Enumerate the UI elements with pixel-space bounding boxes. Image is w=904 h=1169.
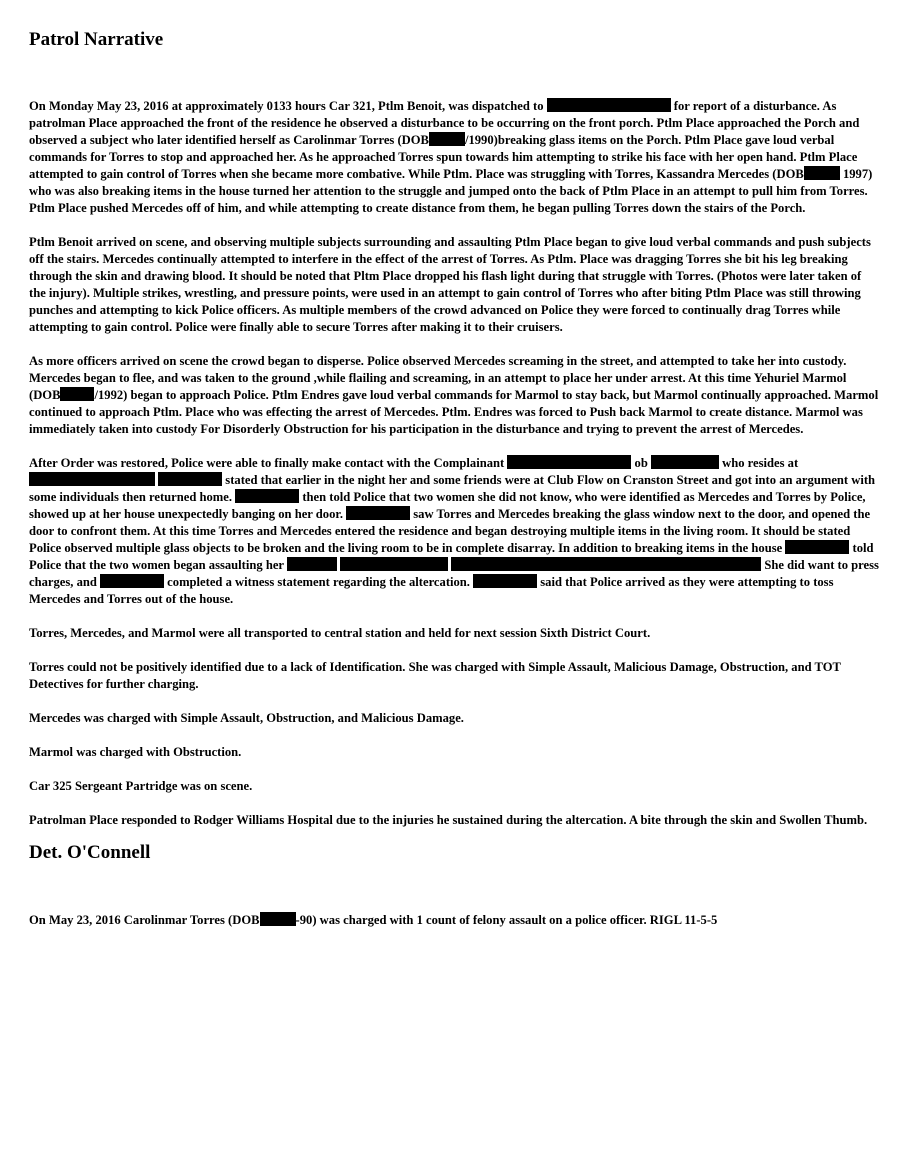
narrative-paragraph-8: Marmol was charged with Obstruction. <box>29 745 242 759</box>
redaction-bar <box>287 557 337 571</box>
section-title-patrol-narrative: Patrol Narrative <box>29 29 164 50</box>
redaction-bar <box>100 574 164 588</box>
section-title-det-oconnell: Det. O'Connell <box>29 842 151 863</box>
redaction-bar <box>158 472 222 486</box>
document-page <box>29 28 879 946</box>
redaction-bar <box>507 455 631 469</box>
redaction-bar <box>804 166 840 180</box>
redaction-bar <box>651 455 719 469</box>
redaction-bar <box>340 557 448 571</box>
redaction-bar <box>547 98 671 112</box>
narrative-paragraph-4: After Order was restored, Police were able to finally make contact with the Complainant ob who resides at stated that earlier in the night her and some friends were at Club Flow on Cranston Street and got into an argument with some individuals then returned home. then told Police that two women she did not know, who were identified as Mercedes and Torres by Police, showed up at her house unexpectedly banging on her door. saw Torres and Mercedes breaking the glass window next to the door, and opened the door to confront them. At this time Torres and Mercedes entered the residence and began destroying multiple items in the living room. It should be stated Police observed multiple glass objects to be broken and the living room to be in complete disarray. In addition to breaking items in the house told Police that the two women began assaulting her She did want to press charges, and completed a witness statement regarding the altercation. said that Police arrived as they were attempting to toss Mercedes and Torres out of the house. <box>29 456 879 606</box>
redaction-bar <box>29 472 155 486</box>
narrative-paragraph-9: Car 325 Sergeant Partridge was on scene. <box>29 779 253 793</box>
narrative-paragraph-10: Patrolman Place responded to Rodger Williams Hospital due to the injuries he sustained during the altercation. A bite through the skin and Swollen Thumb. <box>29 813 868 827</box>
narrative-paragraph-2: Ptlm Benoit arrived on scene, and observing multiple subjects surrounding and assaulting Ptlm Place began to give loud verbal commands and push subjects off the stairs. Mercedes continually attempted to interfere in the effect of the arrest of Torres. As Ptlm. Place was dragging Torres she bit his leg breaking through the skin and drawing blood. It should be noted that Pltm Place dropped his flash light during that struggle with Torres. (Photos were later taken of the injury). Multiple strikes, wrestling, and pressure points, were used in an attempt to gain control of Torres who after biting Ptlm Place was still throwing punches and attempting to kick Police officers. As multiple members of the crowd advanced on Police they were forced to continually drag Torres while attempting to gain control. Police were finally able to secure Torres after making it to their cruisers. <box>29 235 871 334</box>
redaction-bar <box>429 132 465 146</box>
redaction-bar <box>346 506 410 520</box>
redaction-bar <box>451 557 761 571</box>
detective-paragraph-1: On May 23, 2016 Carolinmar Torres (DOB -90) was charged with 1 count of felony assault on a police officer. RIGL 11-5-5 <box>29 913 718 927</box>
narrative-paragraph-5: Torres, Mercedes, and Marmol were all transported to central station and held for next session Sixth District Court. <box>29 626 651 640</box>
redaction-bar <box>260 912 296 926</box>
redaction-bar <box>235 489 299 503</box>
narrative-paragraph-7: Mercedes was charged with Simple Assault, Obstruction, and Malicious Damage. <box>29 711 464 725</box>
narrative-paragraph-6: Torres could not be positively identified due to a lack of Identification. She was charged with Simple Assault, Malicious Damage, Obstruction, and TOT Detectives for further charging. <box>29 660 841 691</box>
narrative-paragraph-1: On Monday May 23, 2016 at approximately 0133 hours Car 321, Ptlm Benoit, was dispatched to for report of a disturbance. As patrolman Place approached the front of the residence he observed a disturbance to be occurring on the front porch. Ptlm Place approached the Porch and observed a subject who later identified herself as Carolinmar Torres (DOB /1990)breaking glass items on the Porch. Ptlm Place gave loud verbal commands for Torres to stop and approached her. As he approached Torres spun towards him attempting to strike his face with her open hand. Ptlm Place attempted to gain control of Torres when she became more combative. While Ptlm. Place was struggling with Torres, Kassandra Mercedes (DOB 1997) who was also breaking items in the house turned her attention to the struggle and jumped onto the back of Ptlm Place in an attempt to pull him from Torres. Ptlm Place pushed Mercedes off of him, and while attempting to create distance from them, he began pulling Torres down the stairs of the Porch. <box>29 99 873 215</box>
narrative-paragraph-3: As more officers arrived on scene the crowd began to disperse. Police observed Mercedes screaming in the street, and attempted to take her into custody. Mercedes began to flee, and was taken to the ground ,while flailing and screaming, in an attempt to place her under arrest. At this time Yehuriel Marmol (DOB /1992) began to approach Police. Ptlm Endres gave loud verbal commands for Marmol to stay back, but Marmol continually approached. Marmol continued to approach Ptlm. Place who was effecting the arrest of Mercedes. Ptlm. Endres was forced to Push back Marmol to create distance. Marmol was immediately taken into custody For Disorderly Obstruction for his participation in the disturbance and trying to prevent the arrest of Mercedes. <box>29 354 879 436</box>
redaction-bar <box>785 540 849 554</box>
redaction-bar <box>473 574 537 588</box>
redaction-bar <box>60 387 94 401</box>
